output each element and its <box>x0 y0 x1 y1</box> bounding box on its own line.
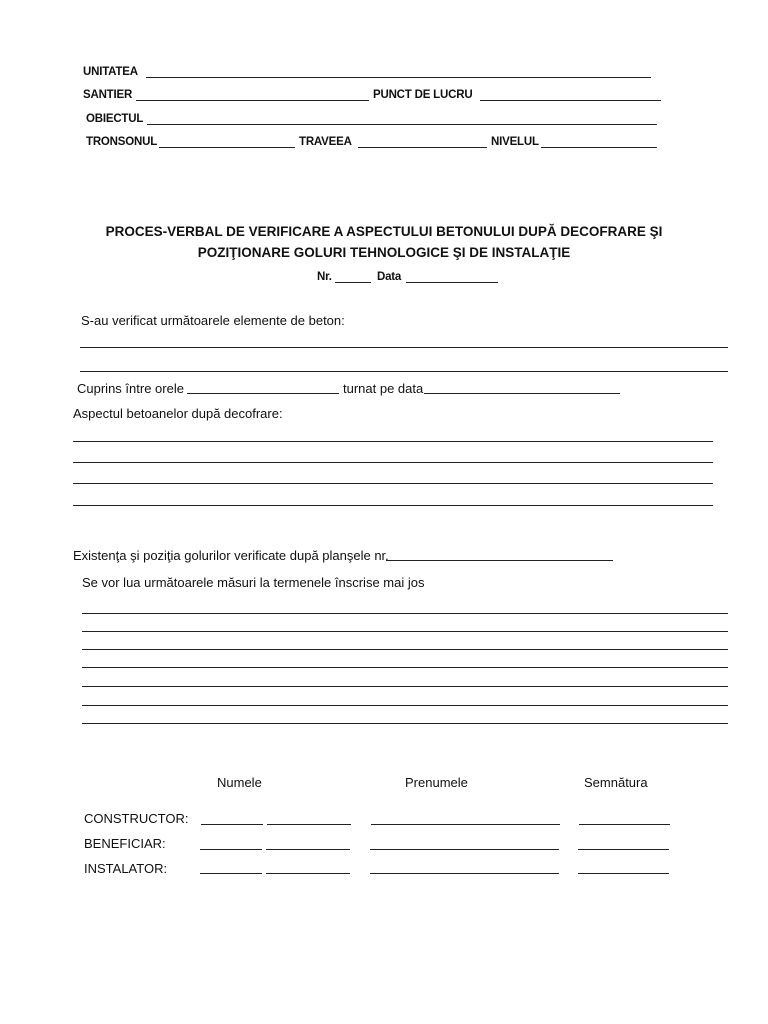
elemente-line[interactable] <box>80 336 728 348</box>
masuri-label: Se vor lua următoarele măsuri la termenele înscrise mai jos <box>82 575 425 590</box>
document-title-line1: PROCES-VERBAL DE VERIFICARE A ASPECTULUI BETONULUI DUPĂ DECOFRARE ŞI <box>105 224 663 239</box>
beneficiar-numele-field[interactable] <box>200 838 262 850</box>
turnat-field[interactable] <box>424 382 620 394</box>
constructor-prenumele-field[interactable] <box>371 813 560 825</box>
constructor-semnatura-field[interactable] <box>579 813 670 825</box>
nivelul-label: NIVELUL <box>491 136 539 148</box>
col-numele: Numele <box>217 775 262 790</box>
nivelul-field[interactable] <box>541 136 657 148</box>
unitatea-label: UNITATEA <box>83 66 138 78</box>
santier-field[interactable] <box>136 89 369 101</box>
col-prenumele: Prenumele <box>405 775 468 790</box>
instalator-prenumele-field[interactable] <box>370 862 559 874</box>
nr-label: Nr. <box>317 271 332 283</box>
masuri-line[interactable] <box>82 620 728 632</box>
instalator-numele-field[interactable] <box>200 862 262 874</box>
elemente-label: S-au verificat următoarele elemente de beton: <box>81 313 345 328</box>
goluri-label: Existenţa şi poziţia golurilor verificate după planşele nr. <box>73 548 389 563</box>
aspect-line[interactable] <box>73 451 713 463</box>
cuprins-field[interactable] <box>187 382 339 394</box>
aspect-label: Aspectul betoanelor după decofrare: <box>73 406 283 421</box>
punct-de-lucru-field[interactable] <box>480 89 661 101</box>
col-semnatura: Semnătura <box>584 775 648 790</box>
masuri-line[interactable] <box>82 675 728 687</box>
santier-label: SANTIER <box>83 89 133 101</box>
traveea-field[interactable] <box>358 136 487 148</box>
masuri-line[interactable] <box>82 694 728 706</box>
obiectul-label: OBIECTUL <box>86 113 144 125</box>
cuprins-label: Cuprins între orele <box>77 381 184 396</box>
data-label: Data <box>377 271 402 283</box>
goluri-field[interactable] <box>386 549 613 561</box>
beneficiar-numele-field-2[interactable] <box>266 838 350 850</box>
beneficiar-prenumele-field[interactable] <box>370 838 559 850</box>
masuri-line[interactable] <box>82 638 728 650</box>
constructor-numele-field[interactable] <box>201 813 263 825</box>
turnat-label: turnat pe data <box>343 381 424 396</box>
data-field[interactable] <box>406 271 498 283</box>
elemente-line[interactable] <box>80 360 728 372</box>
row-beneficiar-label: BENEFICIAR: <box>84 836 166 851</box>
tronsonul-field[interactable] <box>159 136 295 148</box>
row-instalator-label: INSTALATOR: <box>84 861 168 876</box>
masuri-line[interactable] <box>82 602 728 614</box>
aspect-line[interactable] <box>73 494 713 506</box>
masuri-line[interactable] <box>82 656 728 668</box>
masuri-line[interactable] <box>82 712 728 724</box>
instalator-semnatura-field[interactable] <box>578 862 669 874</box>
punct-de-lucru-label: PUNCT DE LUCRU <box>373 89 473 101</box>
aspect-line[interactable] <box>73 430 713 442</box>
nr-field[interactable] <box>335 271 371 283</box>
obiectul-field[interactable] <box>147 113 657 125</box>
constructor-numele-field-2[interactable] <box>267 813 351 825</box>
beneficiar-semnatura-field[interactable] <box>578 838 669 850</box>
instalator-numele-field-2[interactable] <box>266 862 350 874</box>
unitatea-field[interactable] <box>146 66 651 78</box>
tronsonul-label: TRONSONUL <box>86 136 158 148</box>
traveea-label: TRAVEEA <box>299 136 352 148</box>
document-title-line2: POZIŢIONARE GOLURI TEHNOLOGICE ŞI DE INSTALAŢIE <box>197 245 571 260</box>
row-constructor-label: CONSTRUCTOR: <box>84 811 189 826</box>
aspect-line[interactable] <box>73 472 713 484</box>
